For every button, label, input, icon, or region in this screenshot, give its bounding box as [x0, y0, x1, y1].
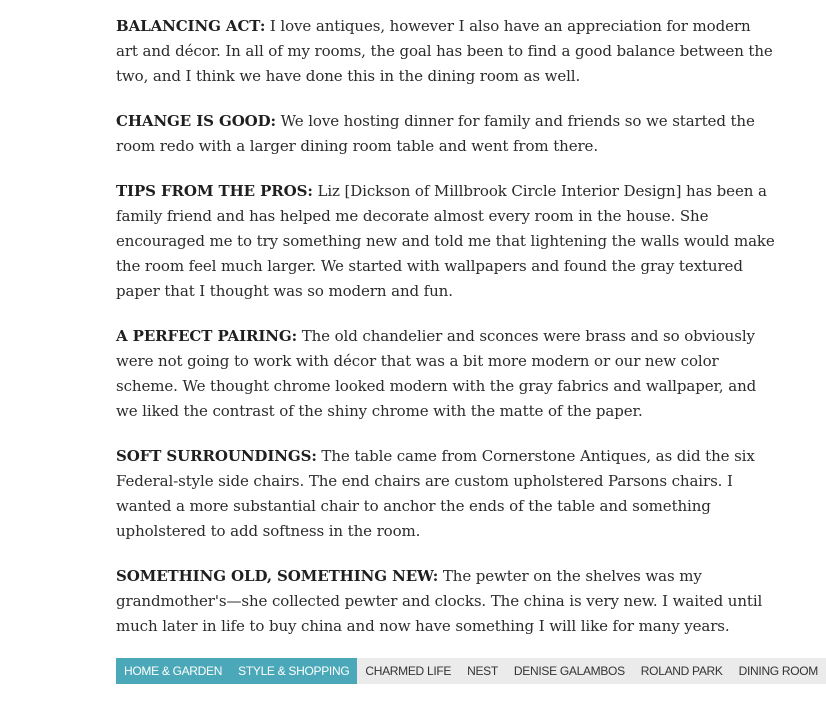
paragraph-lead: SOFT SURROUNDINGS:: [116, 447, 317, 465]
paragraph-text: We love hosting dinner for family and friends so we started the room redo with a larger dining room table and went from there.: [116, 112, 755, 155]
article-body: [116, 14, 776, 659]
paragraph-balancing-act: [116, 14, 776, 89]
paragraph-text: The table came from Cornerstone Antiques, as did the six Federal-style side chairs. The end chairs are custom upholstered Parsons chairs. I wanted a more substantial chair to anchor the ends of the table and something upholstered to add softness in the room.: [116, 447, 755, 540]
tag-roland-park[interactable]: ROLAND PARK: [633, 658, 731, 684]
tag-home-and-garden[interactable]: HOME & GARDEN: [116, 658, 230, 684]
paragraph-text: The old chandelier and sconces were brass and so obviously were not going to work with décor that was a bit more modern or our new color scheme. We thought chrome looked modern with the gray fabrics and wallpaper, and we liked the contrast of the shiny chrome with the matte of the paper.: [116, 327, 757, 420]
paragraph-change-is-good: [116, 109, 776, 159]
tag-denise-galambos[interactable]: DENISE GALAMBOS: [506, 658, 633, 684]
paragraph-lead: A PERFECT PAIRING:: [116, 327, 298, 345]
paragraph-text: The pewter on the shelves was my grandmother's—she collected pewter and clocks. The china is very new. I waited until much later in life to buy china and now have something I will like for many years.: [116, 567, 763, 635]
tag-dining-room[interactable]: DINING ROOM: [731, 658, 826, 684]
paragraph-soft-surroundings: [116, 444, 776, 544]
paragraph-lead: BALANCING ACT:: [116, 17, 266, 35]
tag-list: [116, 658, 826, 684]
paragraph-tips-from-the-pros: [116, 179, 776, 304]
tag-nest[interactable]: NEST: [459, 658, 506, 684]
paragraph-a-perfect-pairing: [116, 324, 776, 424]
tag-charmed-life[interactable]: CHARMED LIFE: [357, 658, 459, 684]
tag-style-and-shopping[interactable]: STYLE & SHOPPING: [230, 658, 357, 684]
paragraph-lead: CHANGE IS GOOD:: [116, 112, 276, 130]
paragraph-text: I love antiques, however I also have an appreciation for modern art and décor. In all of my rooms, the goal has been to find a good balance between the two, and I think we have done this in the dining room as well.: [116, 17, 773, 85]
paragraph-lead: TIPS FROM THE PROS:: [116, 182, 313, 200]
paragraph-something-old-something-new: [116, 564, 776, 639]
paragraph-text: Liz [Dickson of Millbrook Circle Interior Design] has been a family friend and has helped me decorate almost every room in the house. She encouraged me to try something new and told me that lightening the walls would make the room feel much larger. We started with wallpapers and found the gray textured paper that I thought was so modern and fun.: [116, 182, 775, 300]
paragraph-lead: SOMETHING OLD, SOMETHING NEW:: [116, 567, 439, 585]
